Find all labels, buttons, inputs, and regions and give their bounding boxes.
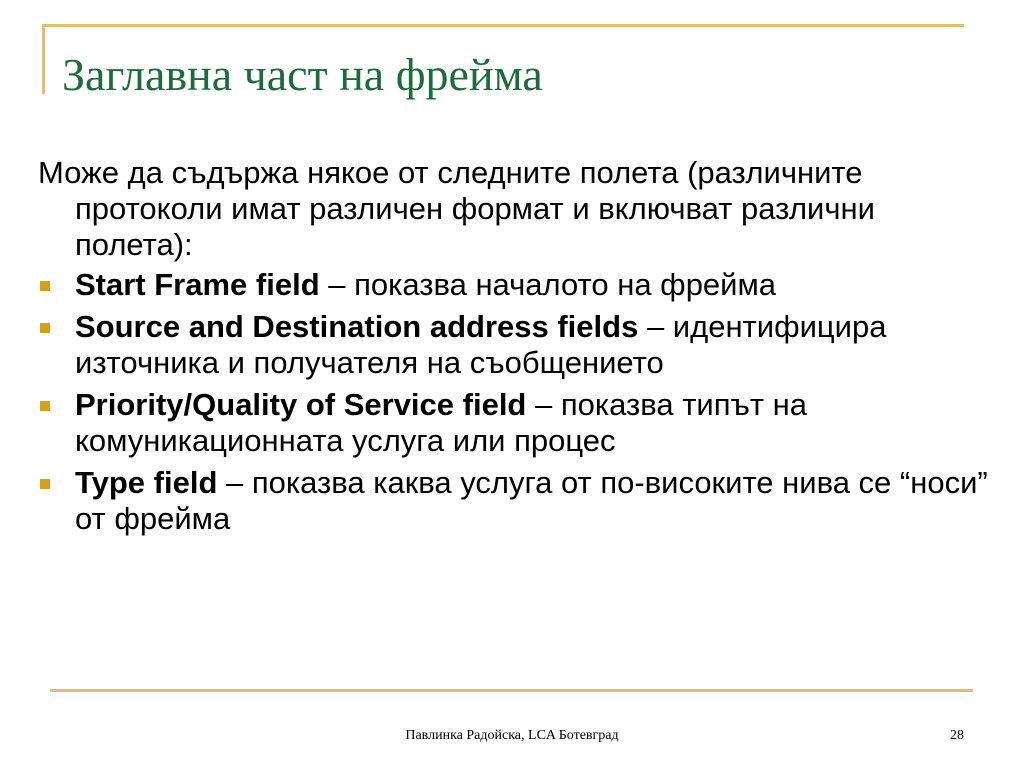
frame-left-line: [42, 24, 45, 94]
bullet-term: Source and Destination address fields: [75, 309, 639, 344]
bullet-list: [38, 267, 988, 537]
intro-text: Може да съдържа някое от следните полета (различните протоколи имат различен формат и включват различни полета):: [38, 155, 875, 262]
slide-content: [38, 155, 988, 543]
bullet-item-start-frame: [38, 267, 988, 303]
frame-bottom-line: [50, 689, 973, 692]
bullet-term: Priority/Quality of Service field: [75, 387, 527, 422]
square-bullet-icon: [40, 281, 50, 291]
bullet-description: – показва каква услуга от по-високите нива се “носи” от фрейма: [75, 465, 988, 536]
square-bullet-icon: [40, 323, 50, 333]
bullet-item-type-field: [38, 465, 988, 537]
bullet-description: – показва началото на фрейма: [319, 267, 777, 302]
frame-top-line: [42, 24, 964, 27]
bullet-item-address-fields: [38, 309, 988, 381]
bullet-description: – идентифицира източника и получателя на съобщението: [75, 309, 887, 380]
page-number: 28: [950, 728, 964, 743]
footer-author: Павлинка Радойска, LCA Ботевград: [405, 728, 619, 743]
bullet-description: – показва типът на комуникационната услуга или процес: [75, 387, 808, 458]
square-bullet-icon: [40, 479, 50, 489]
bullet-item-priority-qos: [38, 387, 988, 459]
square-bullet-icon: [40, 401, 50, 411]
bullet-term: Type field: [75, 465, 218, 500]
slide-title: Заглавна част на фрейма: [62, 49, 543, 100]
bullet-term: Start Frame field: [75, 267, 320, 302]
